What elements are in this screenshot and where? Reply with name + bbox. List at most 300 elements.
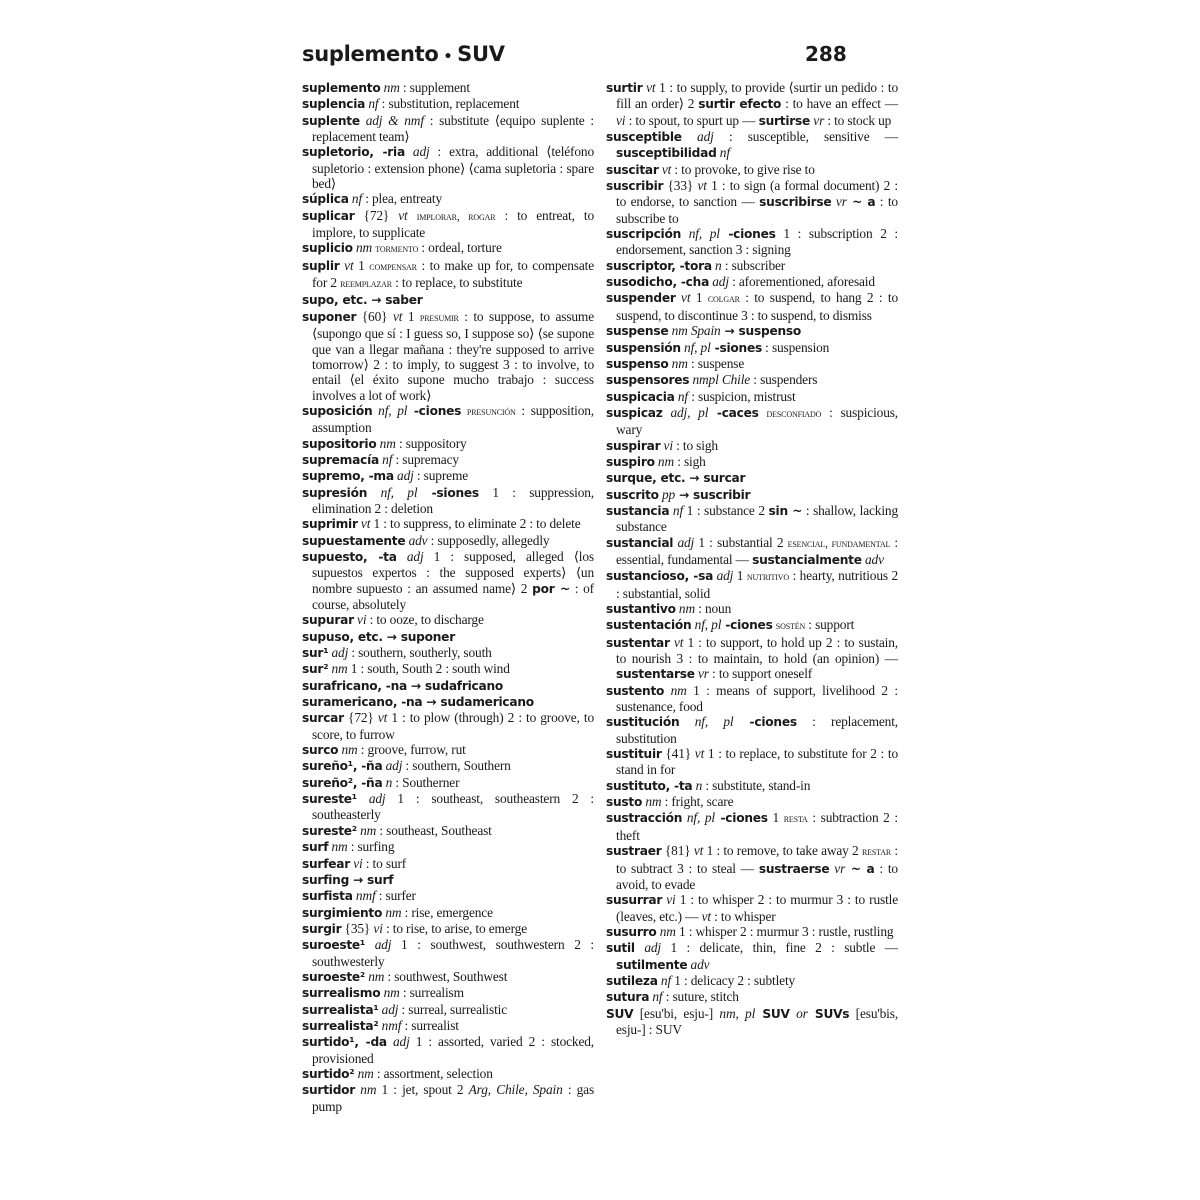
definition-text: : supreme bbox=[413, 468, 468, 484]
definition-text: 1 bbox=[353, 257, 370, 273]
dictionary-entry bbox=[606, 601, 898, 617]
part-of-speech: adj bbox=[386, 1034, 410, 1050]
headword: surtirse bbox=[758, 113, 811, 128]
part-of-speech: vt bbox=[658, 161, 672, 177]
definition-text: 1 : to sign (a formal document) 2 : to endorse, to sanction — bbox=[616, 178, 898, 210]
headword: sustituto, -ta bbox=[606, 778, 693, 793]
dictionary-entry bbox=[606, 405, 898, 438]
definition-text: 1 : substance 2 bbox=[683, 502, 769, 518]
dictionary-entry bbox=[606, 810, 898, 843]
part-of-speech: nm Spain bbox=[668, 323, 721, 339]
part-of-speech: adj bbox=[382, 758, 403, 774]
headword: suramericano, -na → sudamericano bbox=[302, 695, 534, 710]
headword: -ciones bbox=[721, 618, 773, 633]
headword: sustentarse bbox=[616, 667, 695, 682]
dictionary-entry bbox=[302, 1066, 594, 1082]
definition-text: : suspicious, wary bbox=[616, 404, 898, 438]
dictionary-entry bbox=[302, 791, 594, 823]
headword: sureste² bbox=[302, 823, 357, 838]
dictionary-entry bbox=[606, 924, 898, 940]
synonym-smallcaps: resta bbox=[783, 813, 808, 826]
definition-text: : supplement bbox=[399, 80, 470, 95]
definition-text: : suspense bbox=[687, 355, 745, 371]
definition-text: 1 : to support, to hold up 2 : to sustain, to nourish 3 : to maintain, to hold (an opinion) — bbox=[616, 634, 898, 667]
headword: sin ~ bbox=[768, 503, 803, 518]
dictionary-entry bbox=[606, 178, 898, 226]
headword: suspender bbox=[606, 291, 676, 306]
dictionary-entry bbox=[302, 710, 594, 742]
dictionary-entry bbox=[606, 389, 898, 405]
dictionary-entry bbox=[302, 533, 594, 549]
definition-text bbox=[408, 208, 417, 223]
headword: surcar bbox=[302, 711, 344, 726]
headword: supuestamente bbox=[302, 533, 406, 548]
dictionary-entry bbox=[302, 856, 594, 872]
part-of-speech: nf bbox=[674, 388, 688, 404]
definition-text: : aforementioned, aforesaid bbox=[728, 274, 875, 290]
dictionary-entry bbox=[606, 843, 898, 892]
part-of-speech: adj bbox=[328, 645, 349, 661]
part-of-speech: n bbox=[692, 777, 703, 793]
definition-text: : to surf bbox=[362, 855, 407, 871]
part-of-speech: adj bbox=[404, 144, 430, 160]
dictionary-entry bbox=[606, 340, 898, 356]
dictionary-entry bbox=[606, 372, 898, 388]
dictionary-entry bbox=[302, 775, 594, 791]
part-of-speech: pp bbox=[658, 486, 676, 502]
dictionary-entry bbox=[606, 438, 898, 454]
headword: suscripción bbox=[606, 227, 682, 242]
dictionary-page bbox=[302, 40, 898, 1170]
last-guide-word: SUV bbox=[457, 42, 505, 66]
part-of-speech: vt bbox=[693, 843, 704, 859]
headword: suscribirse bbox=[759, 195, 832, 210]
part-of-speech: nm bbox=[356, 822, 377, 838]
dictionary-entry bbox=[606, 162, 898, 178]
part-of-speech: vi bbox=[662, 892, 676, 908]
part-of-speech: vi bbox=[616, 112, 626, 128]
dictionary-entry bbox=[302, 468, 594, 484]
part-of-speech: vt bbox=[357, 516, 371, 532]
definition-text: : surfer bbox=[375, 888, 416, 904]
dictionary-entry bbox=[302, 742, 594, 758]
definition-text: : shallow, lacking substance bbox=[616, 502, 898, 535]
headword: surque, etc. → surcar bbox=[606, 471, 746, 486]
definition-text: : substitution, replacement bbox=[378, 96, 520, 112]
part-of-speech: nf, pl bbox=[367, 484, 418, 500]
headword: ~ a bbox=[845, 861, 875, 876]
definition-text: : to ooze, to discharge bbox=[366, 612, 484, 628]
synonym-smallcaps: colgar bbox=[707, 293, 740, 306]
synonym-smallcaps: compensar bbox=[369, 260, 417, 273]
dictionary-entry bbox=[606, 794, 898, 810]
dictionary-entry bbox=[302, 969, 594, 985]
part-of-speech: nm bbox=[675, 601, 695, 616]
definition-text: 1 bbox=[402, 308, 420, 324]
part-of-speech: nm bbox=[354, 1065, 374, 1081]
part-of-speech: adj & nmf bbox=[359, 112, 424, 128]
dictionary-entry bbox=[302, 258, 594, 293]
headword: suspensores bbox=[606, 373, 690, 388]
headword: ~ a bbox=[846, 195, 876, 210]
headword: sutileza bbox=[606, 973, 658, 988]
definition-text: : supposition, assumption bbox=[312, 402, 595, 436]
definition-text: : rise, emergence bbox=[401, 904, 493, 920]
headword: SUV bbox=[755, 1006, 790, 1021]
part-of-speech: vr bbox=[829, 860, 846, 876]
dictionary-entry bbox=[606, 568, 898, 601]
part-of-speech: nm bbox=[380, 80, 400, 95]
dictionary-entry bbox=[606, 356, 898, 372]
headword: suscrito bbox=[606, 487, 659, 502]
part-of-speech: nf, pl bbox=[372, 402, 408, 418]
part-of-speech: nm bbox=[365, 968, 385, 984]
definition-text: {33} bbox=[663, 178, 698, 194]
dictionary-entry bbox=[606, 323, 898, 339]
dictionary-entry bbox=[606, 989, 898, 1005]
definition-text: 1 : delicate, thin, fine 2 : subtle — bbox=[661, 940, 898, 956]
page-number: 288 bbox=[805, 42, 847, 66]
definition-text: : suspicion, mistrust bbox=[688, 388, 796, 404]
definition-text: : hearty, nutritious 2 : substantial, solid bbox=[616, 568, 898, 601]
headword: sutil bbox=[606, 941, 635, 956]
dictionary-entry bbox=[302, 80, 594, 96]
definition-text: 1 : to remove, to take away 2 bbox=[703, 843, 862, 859]
headword: SUV bbox=[606, 1006, 634, 1021]
dictionary-entry bbox=[302, 309, 594, 403]
definition-text: 1 : delicacy 2 : subtlety bbox=[671, 972, 796, 988]
definition-text: : gas pump bbox=[312, 1082, 595, 1114]
headword: sustentación bbox=[606, 618, 692, 633]
part-of-speech: adj bbox=[673, 534, 695, 550]
headword: sustancialmente bbox=[752, 552, 862, 567]
part-of-speech: vt bbox=[669, 634, 684, 650]
definition-text: {60} bbox=[356, 308, 393, 324]
headword: surfista bbox=[302, 889, 353, 904]
dictionary-entry bbox=[302, 645, 594, 661]
headword: por ~ bbox=[532, 581, 571, 596]
part-of-speech: vt bbox=[701, 908, 711, 924]
definition-text: 1 : to whisper 2 : to murmur 3 : to rustle (leaves, etc.) — bbox=[616, 892, 898, 924]
part-of-speech: nf bbox=[716, 145, 730, 161]
definition-text: 1 : south, South 2 : south wind bbox=[347, 661, 510, 677]
headword: surfear bbox=[302, 856, 350, 871]
headword: suscribir bbox=[606, 179, 664, 194]
headword: susceptible bbox=[606, 130, 682, 145]
right-column bbox=[606, 80, 898, 1037]
dictionary-entry bbox=[606, 892, 898, 924]
synonym-smallcaps: restar bbox=[861, 846, 892, 859]
headword: suscriptor, -tora bbox=[606, 258, 712, 273]
headword: surtido¹, -da bbox=[302, 1035, 387, 1050]
part-of-speech: nf bbox=[649, 989, 663, 1005]
part-of-speech: vt bbox=[697, 178, 707, 194]
definition-text: : suspenders bbox=[750, 372, 818, 388]
headword: surtir efecto bbox=[698, 97, 782, 112]
part-of-speech: nf, pl bbox=[681, 226, 720, 242]
dictionary-entry bbox=[302, 96, 594, 112]
headword: surf bbox=[302, 840, 329, 855]
definition-text: : substitute ⟨equipo suplente : replacement team⟩ bbox=[312, 112, 594, 145]
headword: sustantivo bbox=[606, 602, 676, 616]
part-of-speech: nf bbox=[365, 96, 379, 112]
headword: suroeste¹ bbox=[302, 938, 366, 953]
part-of-speech: adj bbox=[396, 548, 424, 564]
headword: suspirar bbox=[606, 438, 661, 453]
part-of-speech: vr bbox=[831, 194, 847, 210]
headword: susceptibilidad bbox=[616, 146, 717, 161]
dictionary-entry bbox=[606, 635, 898, 683]
headword: supositorio bbox=[302, 436, 377, 451]
definition-text: : assortment, selection bbox=[373, 1065, 493, 1081]
part-of-speech: nm bbox=[380, 985, 400, 1001]
headword: suspicacia bbox=[606, 389, 675, 404]
definition-text: 1 : to plow (through) 2 : to groove, to score, to furrow bbox=[312, 710, 594, 742]
headword: surfing → surf bbox=[302, 872, 394, 887]
dictionary-entry bbox=[302, 452, 594, 468]
part-of-speech: nm bbox=[382, 904, 402, 920]
part-of-speech: nf, pl bbox=[679, 714, 734, 730]
definition-text: 1 bbox=[690, 290, 708, 306]
dictionary-entry bbox=[302, 191, 594, 207]
headword: sustituir bbox=[606, 747, 662, 762]
headword: suponer bbox=[302, 309, 357, 324]
part-of-speech: vi bbox=[660, 437, 673, 453]
headword: suplir bbox=[302, 258, 340, 273]
headword: sutura bbox=[606, 990, 650, 1005]
dictionary-entry bbox=[606, 535, 898, 569]
definition-text: 1 : suppression, elimination 2 : deletion bbox=[312, 484, 595, 516]
part-of-speech: nf bbox=[378, 451, 393, 467]
part-of-speech: adj bbox=[713, 568, 734, 584]
part-of-speech: nm bbox=[352, 240, 373, 256]
definition-text: : to sigh bbox=[672, 437, 718, 453]
synonym-smallcaps: presumir bbox=[419, 311, 459, 324]
dictionary-entry bbox=[606, 487, 898, 503]
headword: → suspenso bbox=[720, 324, 802, 339]
dictionary-entry bbox=[302, 905, 594, 921]
definition-text: 1 : whisper 2 : murmur 3 : rustle, rustling bbox=[675, 923, 894, 939]
definition-text: : to avoid, to evade bbox=[616, 860, 898, 892]
headword: suplemento bbox=[302, 81, 381, 95]
definition-text: : to entreat, to implore, to supplicate bbox=[312, 207, 594, 241]
definition-text: : extra, additional ⟨teléfono supletorio : extension phone⟩ ⟨cama supletoria : spare bed⟩ bbox=[312, 144, 595, 192]
headword: -ciones bbox=[407, 403, 462, 418]
dictionary-entry bbox=[302, 436, 594, 452]
dictionary-entry bbox=[302, 888, 594, 904]
definition-text: : to subtract 3 : to steal — bbox=[616, 843, 898, 876]
part-of-speech: nf, pl bbox=[680, 339, 711, 355]
dictionary-entry bbox=[302, 292, 594, 308]
part-of-speech: vt bbox=[642, 80, 656, 95]
definition-text: 1 : southeast, southeastern 2 : southeasterly bbox=[312, 791, 595, 823]
dictionary-entry bbox=[302, 549, 594, 612]
definition-text: : to provoke, to give rise to bbox=[671, 161, 815, 177]
definition-text: : to suspend, to hang 2 : to suspend, to discontinue 3 : to suspend, to dismiss bbox=[616, 290, 898, 323]
headword: sutilmente bbox=[616, 957, 688, 972]
definition-text: : susceptible, sensitive — bbox=[713, 129, 898, 145]
headword: suscitar bbox=[606, 162, 659, 177]
part-of-speech: n bbox=[711, 257, 722, 273]
headword: suplente bbox=[302, 113, 360, 128]
part-of-speech: nm bbox=[642, 794, 662, 810]
dictionary-entry bbox=[606, 258, 898, 274]
part-of-speech: nm bbox=[664, 682, 687, 698]
part-of-speech: nm bbox=[656, 923, 676, 939]
part-of-speech: nmpl Chile bbox=[689, 372, 751, 388]
dictionary-entry bbox=[606, 1006, 898, 1038]
headword: sustracción bbox=[606, 811, 683, 826]
dictionary-entry bbox=[302, 872, 594, 888]
dictionary-entry bbox=[302, 403, 594, 436]
part-of-speech: nf, pl bbox=[682, 810, 715, 826]
dictionary-entry bbox=[302, 937, 594, 969]
headword: SUVs bbox=[807, 1006, 850, 1021]
part-of-speech: vt bbox=[377, 710, 388, 726]
dictionary-entry bbox=[302, 1002, 594, 1018]
part-of-speech: nm bbox=[328, 839, 348, 855]
definition-text: : support bbox=[805, 617, 855, 633]
headword: súplica bbox=[302, 192, 349, 207]
dictionary-entry bbox=[606, 274, 898, 290]
part-of-speech: nm bbox=[376, 435, 396, 451]
definition-text: : to make up for, to compensate for 2 bbox=[312, 257, 594, 291]
synonym-smallcaps: presunción bbox=[466, 405, 516, 418]
synonym-smallcaps: tormento bbox=[375, 243, 419, 256]
part-of-speech: vr bbox=[694, 666, 709, 682]
definition-text: : subscriber bbox=[721, 257, 786, 273]
headword: surco bbox=[302, 743, 339, 758]
part-of-speech: adv bbox=[861, 551, 884, 567]
synonym-smallcaps: implorar, rogar bbox=[416, 210, 496, 223]
headword: -ciones bbox=[733, 715, 797, 730]
definition-text: {72} bbox=[343, 710, 378, 726]
headword: suspenso bbox=[606, 356, 669, 371]
headword: suspicaz bbox=[606, 405, 663, 420]
definition-text: : to rise, to arise, to emerge bbox=[382, 920, 527, 936]
part-of-speech: vr bbox=[810, 112, 825, 128]
guide-word-separator: • bbox=[443, 49, 453, 65]
headword: surtido² bbox=[302, 1066, 355, 1081]
headword: sustento bbox=[606, 683, 665, 698]
definition-text: : to suppose, to assume ⟨supongo que sí : I guess so, I suppose so⟩ ⟨se supone que van a llegar mañana : they're supposed to arrive tomorrow⟩ 2 : to imply, to suggest 3 : to involve, to entail ⟨el éxito supone mucho trabajo : success involves a lot of work⟩ bbox=[312, 308, 594, 403]
left-column bbox=[302, 80, 594, 1114]
definition-text: : plea, entreaty bbox=[362, 191, 443, 207]
synonym-smallcaps: reemplazar bbox=[340, 278, 392, 291]
headword: sureño¹, -ña bbox=[302, 759, 383, 774]
part-of-speech: vt bbox=[392, 308, 403, 324]
guide-words bbox=[302, 42, 505, 66]
part-of-speech: nf bbox=[669, 502, 684, 518]
headword: sustancia bbox=[606, 503, 670, 518]
headword: sustentar bbox=[606, 635, 670, 650]
headword: sustraerse bbox=[758, 861, 830, 876]
headword: surrealista¹ bbox=[302, 1002, 379, 1017]
definition-text: : essential, fundamental — bbox=[616, 534, 898, 567]
part-of-speech: vt bbox=[675, 290, 691, 306]
dictionary-entry bbox=[302, 678, 594, 694]
part-of-speech: nmf bbox=[378, 1017, 402, 1033]
definition-text: {41} bbox=[661, 746, 695, 762]
definition-text: : to spout, to spurt up — bbox=[625, 112, 759, 128]
dictionary-entry bbox=[302, 694, 594, 710]
definition-text: 1 : jet, spout 2 bbox=[376, 1082, 469, 1098]
headword: sur¹ bbox=[302, 646, 329, 661]
headword: suspiro bbox=[606, 454, 655, 469]
part-of-speech: vt bbox=[694, 746, 705, 762]
definition-text: 1 : southwest, southwestern 2 : southwesterly bbox=[312, 937, 594, 969]
definition-text: : suture, stitch bbox=[662, 989, 739, 1005]
part-of-speech: nm bbox=[328, 661, 348, 677]
part-of-speech: vt bbox=[339, 257, 354, 273]
headword: surgir bbox=[302, 921, 342, 936]
headword: supurar bbox=[302, 613, 354, 628]
part-of-speech: nm bbox=[355, 1082, 377, 1098]
synonym-smallcaps: desconfiado bbox=[766, 407, 822, 420]
dictionary-entry bbox=[302, 612, 594, 628]
definition-text: : fright, scare bbox=[661, 794, 734, 810]
definition-text: : suspension bbox=[761, 339, 830, 355]
definition-text: : to whisper bbox=[710, 908, 776, 924]
part-of-speech: or bbox=[789, 1005, 808, 1021]
dictionary-entry bbox=[302, 758, 594, 774]
dictionary-entry bbox=[606, 683, 898, 715]
dictionary-entry bbox=[606, 746, 898, 778]
dictionary-entry bbox=[302, 516, 594, 532]
definition-text: : to replace, to substitute bbox=[391, 275, 523, 291]
headword: -ciones bbox=[715, 811, 768, 826]
headword: supremo, -ma bbox=[302, 469, 394, 484]
headword: supremacía bbox=[302, 452, 379, 467]
headword: sustancioso, -sa bbox=[606, 569, 714, 584]
dictionary-entry bbox=[606, 503, 898, 535]
dictionary-entry bbox=[606, 226, 898, 258]
dictionary-entry bbox=[302, 144, 594, 191]
dictionary-entry bbox=[606, 617, 898, 634]
definition-text: 1 : to replace, to substitute for 2 : to stand in for bbox=[616, 746, 898, 778]
definition-text: : substitute, stand-in bbox=[702, 777, 811, 793]
definition-text: {81} bbox=[661, 843, 694, 859]
definition-text: 1 : assorted, varied 2 : stocked, provisioned bbox=[312, 1034, 594, 1066]
first-guide-word: suplemento bbox=[302, 42, 439, 66]
part-of-speech: nf bbox=[348, 191, 363, 207]
headword: sureño², -ña bbox=[302, 775, 383, 790]
dictionary-entry bbox=[302, 485, 594, 517]
part-of-speech: nf, pl bbox=[691, 617, 722, 633]
dictionary-entry bbox=[302, 113, 594, 145]
dictionary-entry bbox=[606, 290, 898, 323]
definition-text: 1 : to suppress, to eliminate 2 : to delete bbox=[370, 516, 581, 532]
part-of-speech: nm, pl bbox=[719, 1005, 756, 1021]
headword: → suscribir bbox=[675, 487, 751, 502]
headword: -caces bbox=[708, 405, 759, 420]
part-of-speech: adj bbox=[356, 791, 386, 807]
part-of-speech: Arg, Chile, Spain bbox=[468, 1082, 563, 1098]
dictionary-entry bbox=[302, 661, 594, 677]
headword: surgimiento bbox=[302, 905, 383, 920]
headword: sustancial bbox=[606, 535, 674, 550]
headword: susurro bbox=[606, 924, 657, 939]
definition-text: : to stock up bbox=[824, 112, 892, 128]
headword: -siones bbox=[417, 485, 479, 500]
headword: surrealismo bbox=[302, 986, 381, 1001]
part-of-speech: vi bbox=[373, 920, 383, 936]
definition-text: 1 : means of support, livelihood 2 : sustenance, food bbox=[616, 682, 899, 715]
headword: sustitución bbox=[606, 715, 680, 730]
part-of-speech: nm bbox=[668, 355, 688, 371]
definition-text: : noun bbox=[695, 601, 732, 616]
dictionary-entry bbox=[302, 240, 594, 257]
